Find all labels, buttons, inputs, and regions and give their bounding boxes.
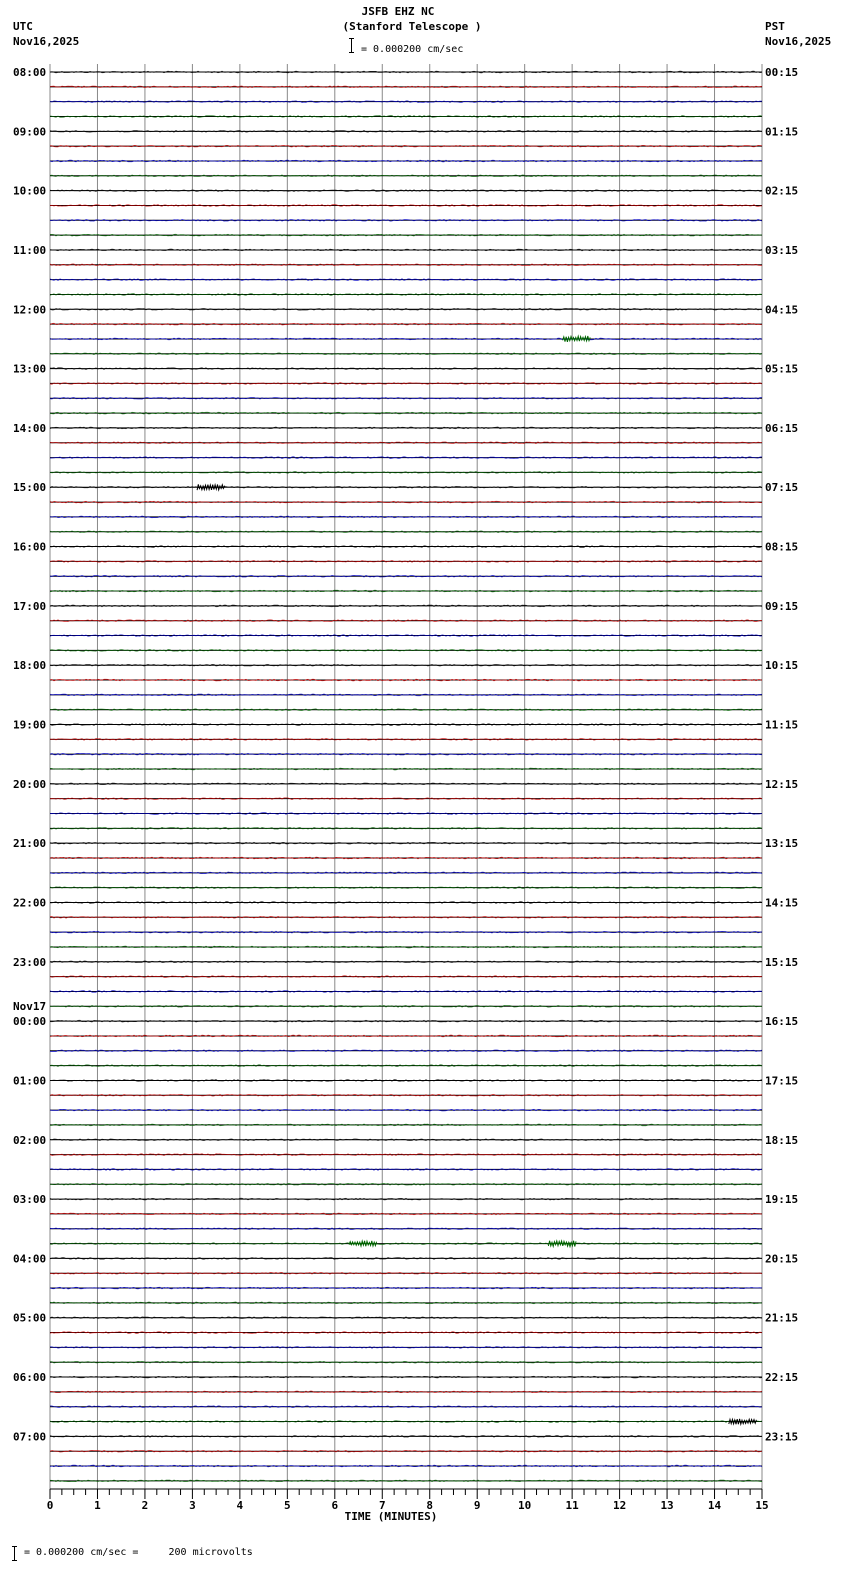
x-axis-title: TIME (MINUTES): [344, 1510, 438, 1523]
seismic-trace: [50, 1228, 762, 1230]
footer-scale-label: = 0.000200 cm/sec = 200 microvolts: [24, 1547, 253, 1558]
utc-hour-label: 02:00: [13, 1133, 47, 1147]
seismic-trace: [50, 1406, 762, 1408]
seismic-event-burst: [349, 1241, 377, 1247]
pst-hour-label: 13:15: [765, 837, 799, 851]
x-tick-label: 1: [94, 1499, 101, 1512]
x-tick-label: 7: [378, 1499, 386, 1512]
right-timezone-label: PST: [765, 20, 785, 33]
pst-hour-label: 22:15: [765, 1371, 799, 1385]
seismic-trace: [50, 1169, 762, 1171]
seismic-trace: [50, 991, 762, 993]
x-tick-label: 5: [284, 1499, 291, 1512]
x-tick-label: 15: [755, 1499, 769, 1512]
utc-hour-label: 16:00: [13, 540, 47, 554]
pst-hour-label: 02:15: [765, 184, 799, 198]
pst-hour-label: 03:15: [765, 243, 799, 257]
pst-hour-label: 16:15: [765, 1015, 799, 1029]
utc-hour-label: 08:00: [13, 66, 47, 79]
pst-hour-label: 07:15: [765, 481, 799, 495]
pst-hour-label: 14:15: [765, 896, 799, 910]
pst-hour-label: 05:15: [765, 362, 799, 376]
pst-hour-label: 18:15: [765, 1133, 799, 1147]
seismic-trace: [50, 1243, 762, 1245]
pst-hour-label: 01:15: [765, 125, 799, 139]
seismic-trace: [50, 1154, 762, 1156]
utc-hour-label: 07:00: [13, 1430, 47, 1444]
seismic-trace: [50, 739, 762, 741]
x-tick-label: 2: [141, 1499, 149, 1512]
pst-hour-label: 04:15: [765, 303, 799, 317]
utc-hour-label: 05:00: [13, 1311, 47, 1325]
utc-hour-label: 22:00: [13, 896, 47, 910]
pst-hour-label: 21:15: [765, 1311, 799, 1325]
pst-hour-label: 09:15: [765, 599, 799, 613]
pst-hour-label: 23:15: [765, 1430, 799, 1444]
date-change-label: Nov17: [13, 1000, 47, 1014]
seismic-trace: [50, 694, 762, 696]
utc-hour-label: 21:00: [13, 837, 47, 851]
x-tick-label: 0: [46, 1499, 54, 1512]
utc-hour-label: 23:00: [13, 955, 47, 969]
pst-hour-label: 17:15: [765, 1074, 799, 1088]
seismic-event-burst: [197, 484, 225, 490]
seismic-event-burst: [729, 1419, 757, 1424]
utc-hour-label: 20:00: [13, 777, 47, 791]
seismic-trace: [50, 71, 762, 73]
seismic-trace: [50, 427, 762, 429]
scale-label: = 0.000200 cm/sec: [361, 44, 464, 55]
seismic-trace: [50, 1139, 762, 1141]
pst-hour-label: 19:15: [765, 1193, 799, 1207]
seismic-trace: [50, 620, 762, 622]
utc-hour-label: 03:00: [13, 1193, 47, 1207]
pst-hour-label: 12:15: [765, 777, 799, 791]
utc-hour-label: 04:00: [13, 1252, 47, 1266]
seismic-trace: [50, 561, 762, 563]
seismic-trace: [50, 783, 762, 785]
pst-hour-label: 08:15: [765, 540, 799, 554]
pst-hour-label: 10:15: [765, 659, 799, 673]
seismic-event-burst: [563, 336, 591, 342]
footer-scale-icon: [12, 1546, 18, 1561]
seismic-trace: [50, 931, 762, 933]
station-title: JSFB EHZ NC: [361, 5, 435, 18]
seismic-trace: [50, 1213, 762, 1215]
utc-hour-label: 00:00: [13, 1015, 47, 1029]
pst-hour-label: 11:15: [765, 718, 799, 732]
utc-hour-label: 14:00: [13, 421, 47, 435]
utc-hour-label: 17:00: [13, 599, 47, 613]
utc-hour-label: 09:00: [13, 125, 47, 139]
utc-hour-label: 11:00: [13, 243, 47, 257]
x-tick-label: 13: [660, 1499, 674, 1512]
x-tick-label: 14: [707, 1499, 722, 1512]
utc-hour-label: 19:00: [13, 718, 47, 732]
utc-hour-label: 01:00: [13, 1074, 47, 1088]
utc-hour-label: 06:00: [13, 1371, 47, 1385]
left-date-label: Nov16,2025: [13, 35, 80, 48]
seismic-trace: [50, 664, 762, 666]
x-tick-label: 4: [236, 1499, 244, 1512]
seismic-trace: [50, 338, 762, 340]
seismic-trace: [50, 842, 762, 844]
x-tick-label: 3: [189, 1499, 196, 1512]
x-tick-label: 8: [426, 1499, 434, 1512]
x-tick-label: 11: [565, 1499, 579, 1512]
seismic-trace: [50, 1050, 762, 1052]
seismic-trace: [50, 1391, 762, 1393]
pst-hour-label: 20:15: [765, 1252, 799, 1266]
utc-hour-label: 12:00: [13, 303, 47, 317]
pst-hour-label: 15:15: [765, 955, 799, 969]
x-tick-label: 12: [612, 1499, 627, 1512]
seismic-trace: [50, 976, 762, 978]
utc-hour-label: 10:00: [13, 184, 47, 198]
seismic-trace: [50, 175, 762, 177]
seismic-trace: [50, 605, 762, 607]
x-tick-label: 6: [331, 1499, 339, 1512]
utc-hour-label: 13:00: [13, 362, 47, 376]
pst-hour-label: 00:15: [765, 66, 799, 79]
x-tick-label: 10: [518, 1499, 532, 1512]
utc-hour-label: 15:00: [13, 481, 47, 495]
seismic-trace: [50, 1020, 762, 1022]
pst-hour-label: 06:15: [765, 421, 799, 435]
x-tick-label: 9: [473, 1499, 481, 1512]
seismic-trace: [50, 902, 762, 904]
left-timezone-label: UTC: [13, 20, 33, 33]
utc-hour-label: 18:00: [13, 659, 47, 673]
seismic-trace: [50, 1421, 762, 1423]
right-date-label: Nov16,2025: [765, 35, 832, 48]
site-subtitle: (Stanford Telescope ): [342, 20, 482, 33]
